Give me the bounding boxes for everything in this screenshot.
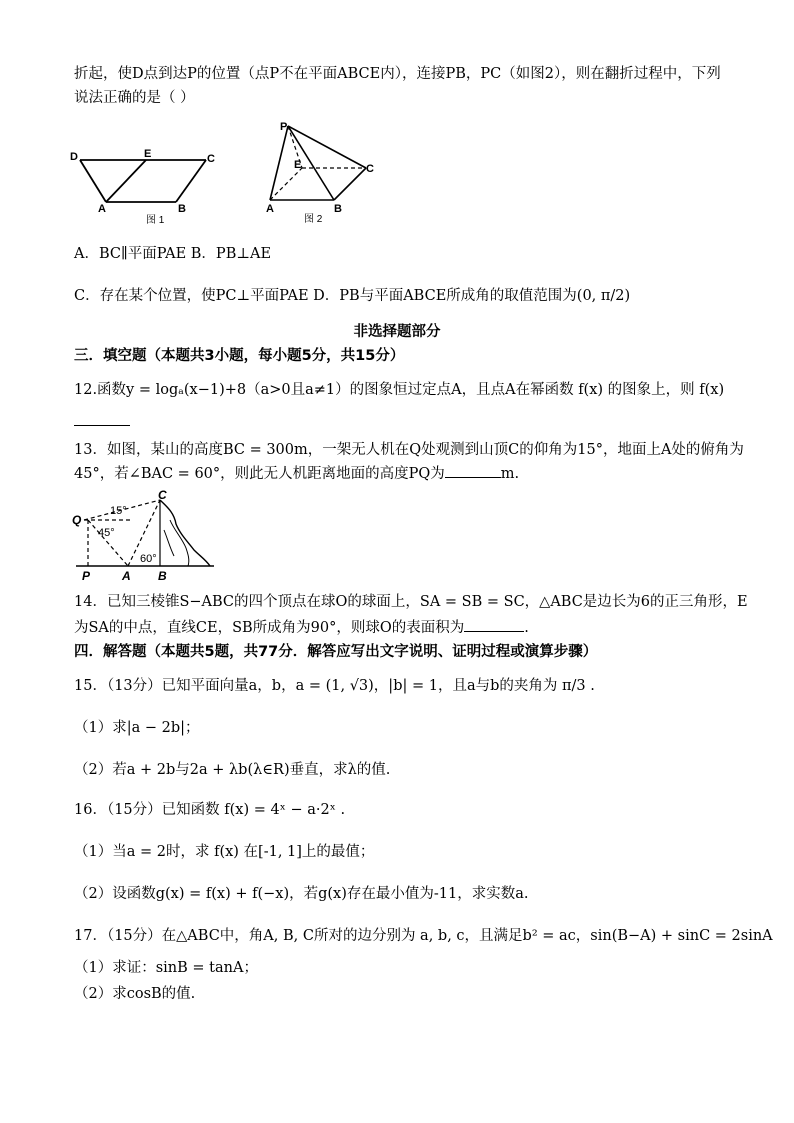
figure-3: [70, 490, 220, 582]
question-13-cont: [74, 464, 734, 484]
label-A: A: [266, 203, 274, 215]
question-15: 15．（13分）已知平面向量a，b，a = (1, √3)，|b| = 1，且a与b的夹角为 π/3 .: [74, 678, 595, 694]
label-P: P: [280, 121, 288, 133]
question-17: 17．（15分）在△ABC中，角A, B, C所对的边分别为 a, b, c，且满足b² = ac，sin(B−A) + sinC = 2sinA: [74, 928, 773, 944]
subquestion: （1）求证：sinB = tanA；: [74, 960, 258, 976]
label-B: B: [158, 569, 167, 582]
angle-60-label: 60°: [140, 553, 157, 565]
answer-blank[interactable]: [464, 619, 524, 632]
question-12: 12.函数y = logₐ(x−1)+8（a>0且a≠1）的图象恒过定点A，且点A在幂函数 f(x) 的图象上，则 f(x): [74, 382, 725, 398]
label-C: C: [158, 490, 167, 502]
label-A: A: [122, 569, 131, 582]
question-16: 16．（15分）已知函数 f(x) = 4ˣ − a·2ˣ .: [74, 802, 346, 818]
angle-45-label: 45°: [98, 527, 115, 539]
text: 45°，若∠BAC = 60°，则此无人机距离地面的高度PQ为: [74, 466, 445, 482]
label-A: A: [98, 203, 106, 215]
section-heading: 四．解答题（本题共5题，共77分．解答应写出文字说明、证明过程或演算步骤）: [74, 644, 598, 660]
question-14: 14．已知三棱锥S−ABC的四个顶点在球O的球面上，SA = SB = SC，△ABC是边长为6的正三角形，E: [74, 594, 748, 610]
answer-blank[interactable]: [445, 465, 501, 478]
option-line: A．BC∥平面PAE B．PB⊥AE: [74, 246, 272, 262]
figure-1: [66, 144, 226, 226]
figure-caption: 图 1: [146, 215, 165, 226]
subquestion: （1）求|a − 2b|；: [74, 720, 200, 736]
label-B: B: [178, 203, 186, 215]
subquestion: （2）若a + 2b与2a + λb(λ∈R)垂直，求λ的值.: [74, 762, 391, 778]
option-line: C．存在某个位置，使PC⊥平面PAE D．PB与平面ABCE所成角的取值范围为(0, π/2): [74, 288, 631, 304]
label-Q: Q: [72, 513, 82, 527]
label-P: P: [82, 569, 91, 582]
figure-caption: 图 2: [304, 214, 323, 225]
subquestion: （2）求cosB的值.: [74, 986, 196, 1002]
subquestion: （2）设函数g(x) = f(x) + f(−x)，若g(x)存在最小值为-11，求实数a.: [74, 886, 529, 902]
answer-blank[interactable]: [74, 413, 130, 426]
text: m.: [500, 466, 520, 482]
text: 为SA的中点，直线CE，SB所成角为90°，则球O的表面积为: [74, 620, 465, 636]
subquestion: （1）当a = 2时，求 f(x) 在[-1, 1]上的最值；: [74, 844, 375, 860]
angle-15-label: 15°: [110, 505, 127, 517]
label-E: E: [144, 148, 152, 160]
text-line: 说法正确的是（ ）: [74, 90, 195, 106]
label-C: C: [207, 153, 215, 165]
question-14-cont: [74, 618, 734, 638]
label-D: D: [70, 151, 78, 163]
question-13: 13．如图，某山的高度BC = 300m，一架无人机在Q处观测到山顶C的仰角为15°，地面上A处的俯角为: [74, 442, 744, 458]
section-heading: 三．填空题（本题共3小题，每小题5分，共15分）: [74, 348, 405, 364]
text: .: [524, 620, 529, 636]
figure-2: [262, 118, 382, 226]
answer-blank-line: [74, 412, 734, 432]
label-E: E: [294, 159, 302, 171]
section-title: 非选择题部分: [353, 324, 441, 340]
label-C: C: [366, 163, 374, 175]
label-B: B: [334, 203, 342, 215]
text-line: 折起，使D点到达P的位置（点P不在平面ABCE内），连接PB，PC（如图2），则在翻折过程中，下列: [74, 66, 721, 82]
